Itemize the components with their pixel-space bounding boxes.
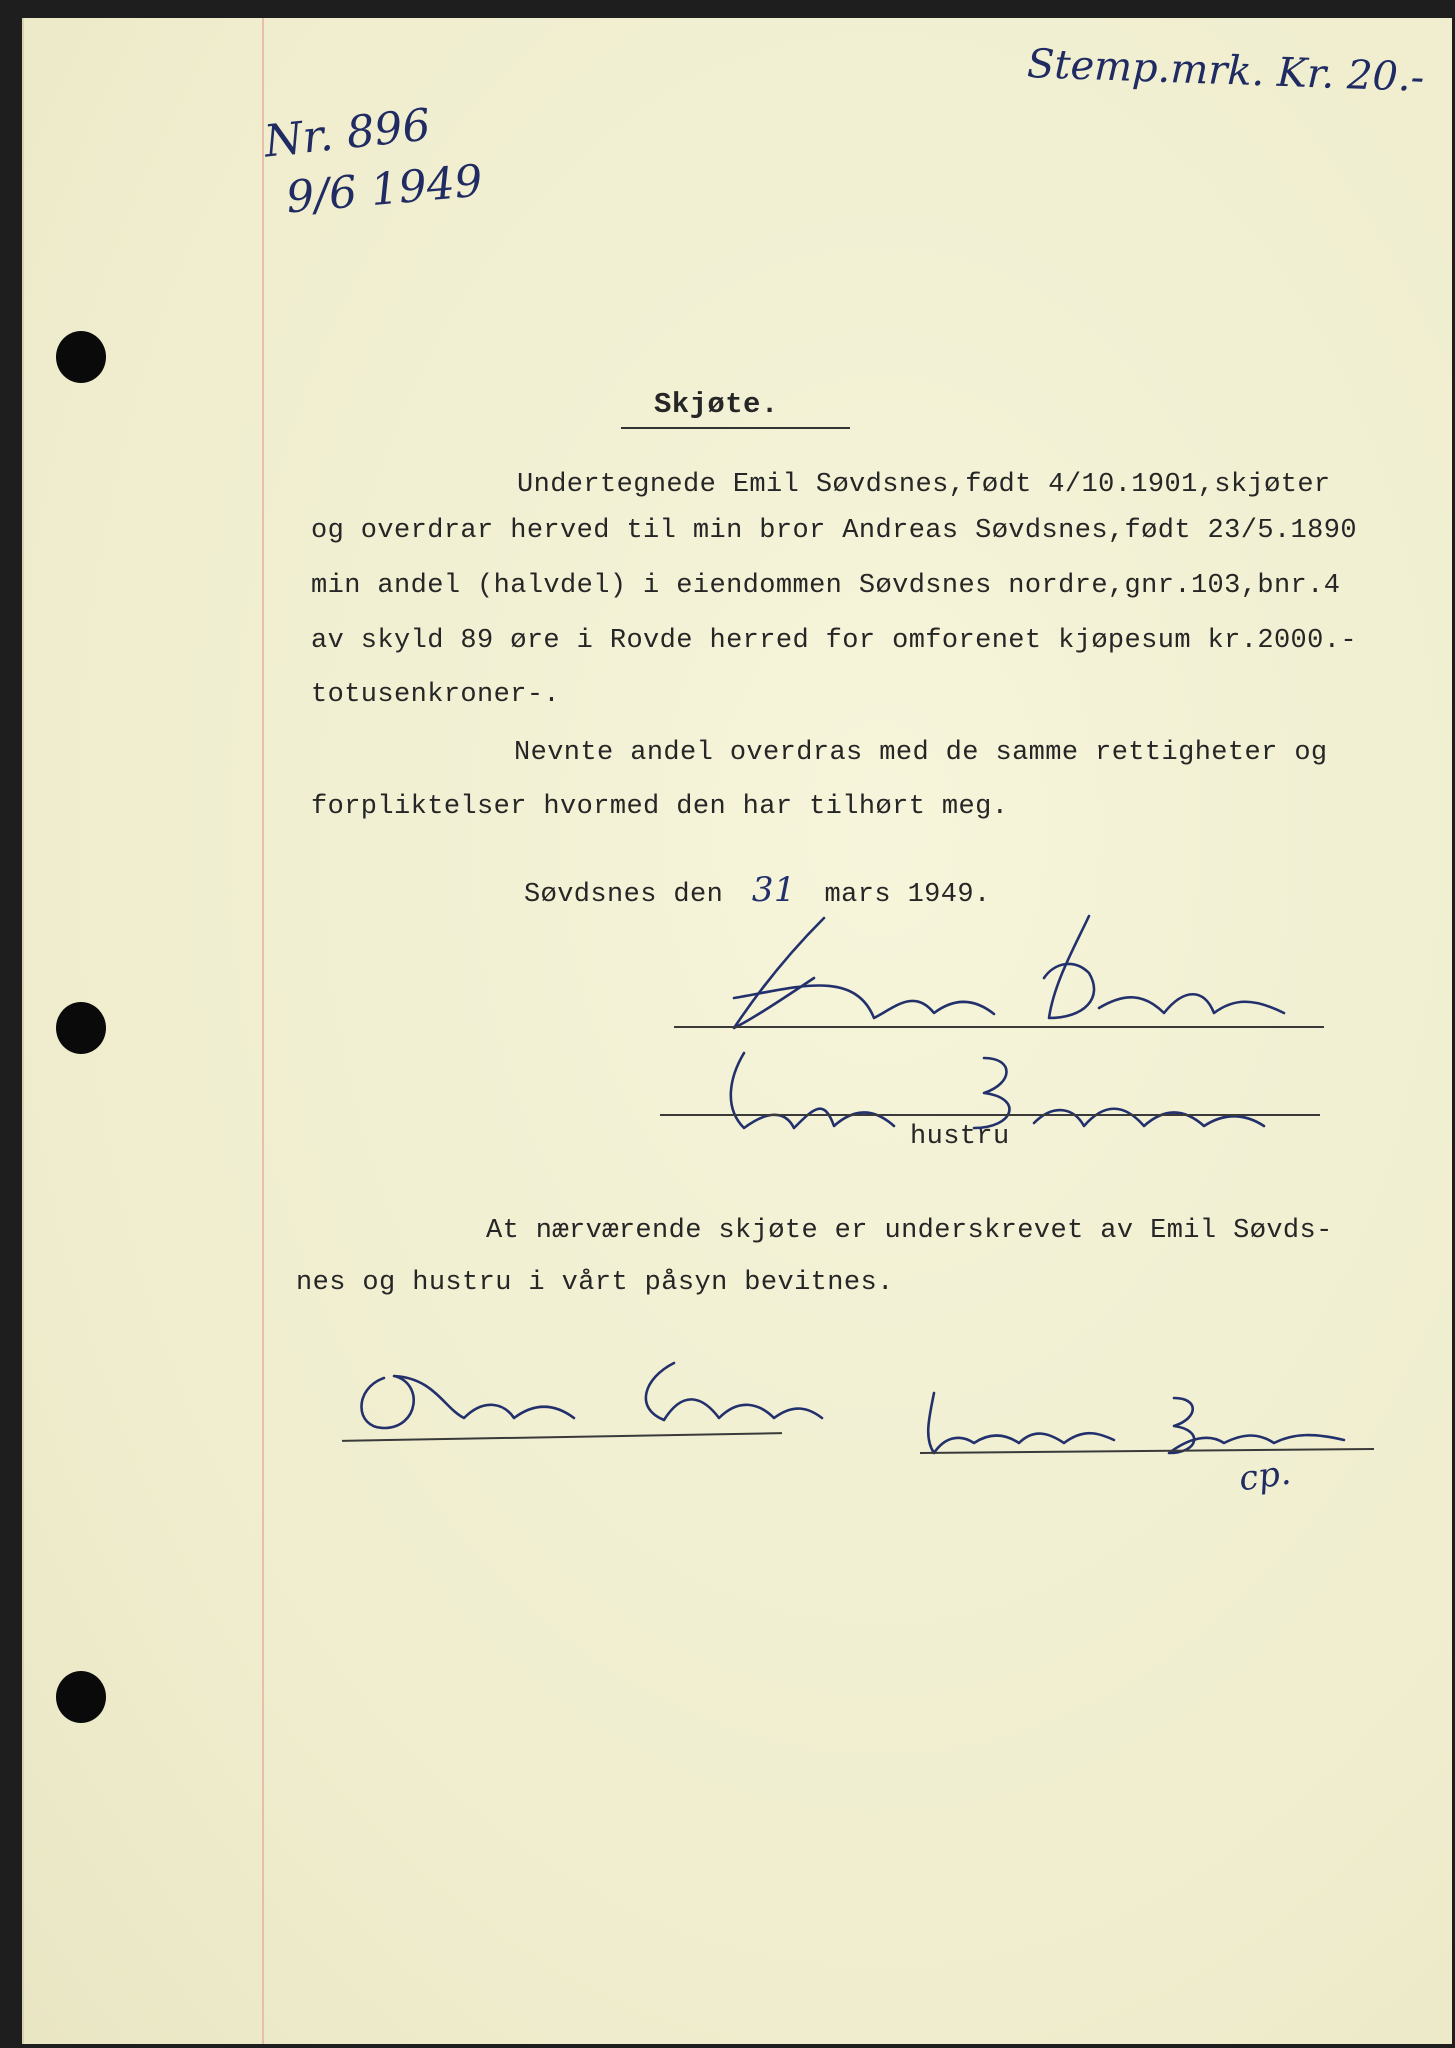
stamp-note: Stemp.mrk. Kr. 20.- <box>1026 41 1425 101</box>
date-place: Søvdsnes den <box>524 880 724 910</box>
spouse-signature-text <box>744 1068 752 1069</box>
punch-hole-top <box>56 331 106 383</box>
spouse-signature-line <box>660 1114 1320 1116</box>
seller-signature-text <box>744 978 751 979</box>
date-line <box>524 870 991 910</box>
witness-2-signature-text <box>944 1408 956 1409</box>
body-line: Undertegnede Emil Søvdsnes,født 4/10.1901,skjøter <box>517 470 1331 500</box>
witness-2-mark: cp. <box>1236 1452 1294 1500</box>
seller-signature <box>694 908 1294 1058</box>
document-page <box>22 18 1452 2044</box>
seller-signature-line <box>674 1026 1324 1028</box>
date-day: 31 <box>751 870 796 910</box>
paragraph-line: forpliktelser hvormed den har tilhørt meg. <box>311 792 1009 822</box>
witness-2-signature <box>914 1378 1364 1468</box>
record-number: Nr. 896 <box>261 99 433 168</box>
body-line: min andel (halvdel) i eiendommen Søvdsnes nordre,gnr.103,bnr.4 <box>311 571 1341 601</box>
witness-line: nes og hustru i vårt påsyn bevitnes. <box>296 1268 894 1298</box>
witness-line: At nærværende skjøte er underskrevet av Emil Søvds- <box>486 1216 1333 1246</box>
record-date: 9/6 1949 <box>284 155 485 224</box>
spouse-role-label: hustru <box>910 1122 1010 1152</box>
title-underline <box>621 427 850 429</box>
body-line: totusenkroner-. <box>311 680 561 710</box>
body-line: og overdrar herved til min bror Andreas Søvdsnes,født 23/5.1890 <box>311 516 1357 546</box>
body-line: av skyld 89 øre i Rovde herred for omforenet kjøpesum kr.2000.- <box>311 626 1357 656</box>
paragraph-line: Nevnte andel overdras med de samme rettigheter og <box>514 738 1328 768</box>
margin-rule <box>262 18 264 2044</box>
document-title: Skjøte. <box>654 388 779 421</box>
punch-hole-middle <box>56 1002 106 1054</box>
witness-1-signature <box>344 1348 824 1458</box>
punch-hole-bottom <box>56 1671 106 1723</box>
witness-1-signature-text <box>364 1388 372 1389</box>
date-month: mars <box>824 880 891 910</box>
date-year: 1949. <box>907 880 991 910</box>
